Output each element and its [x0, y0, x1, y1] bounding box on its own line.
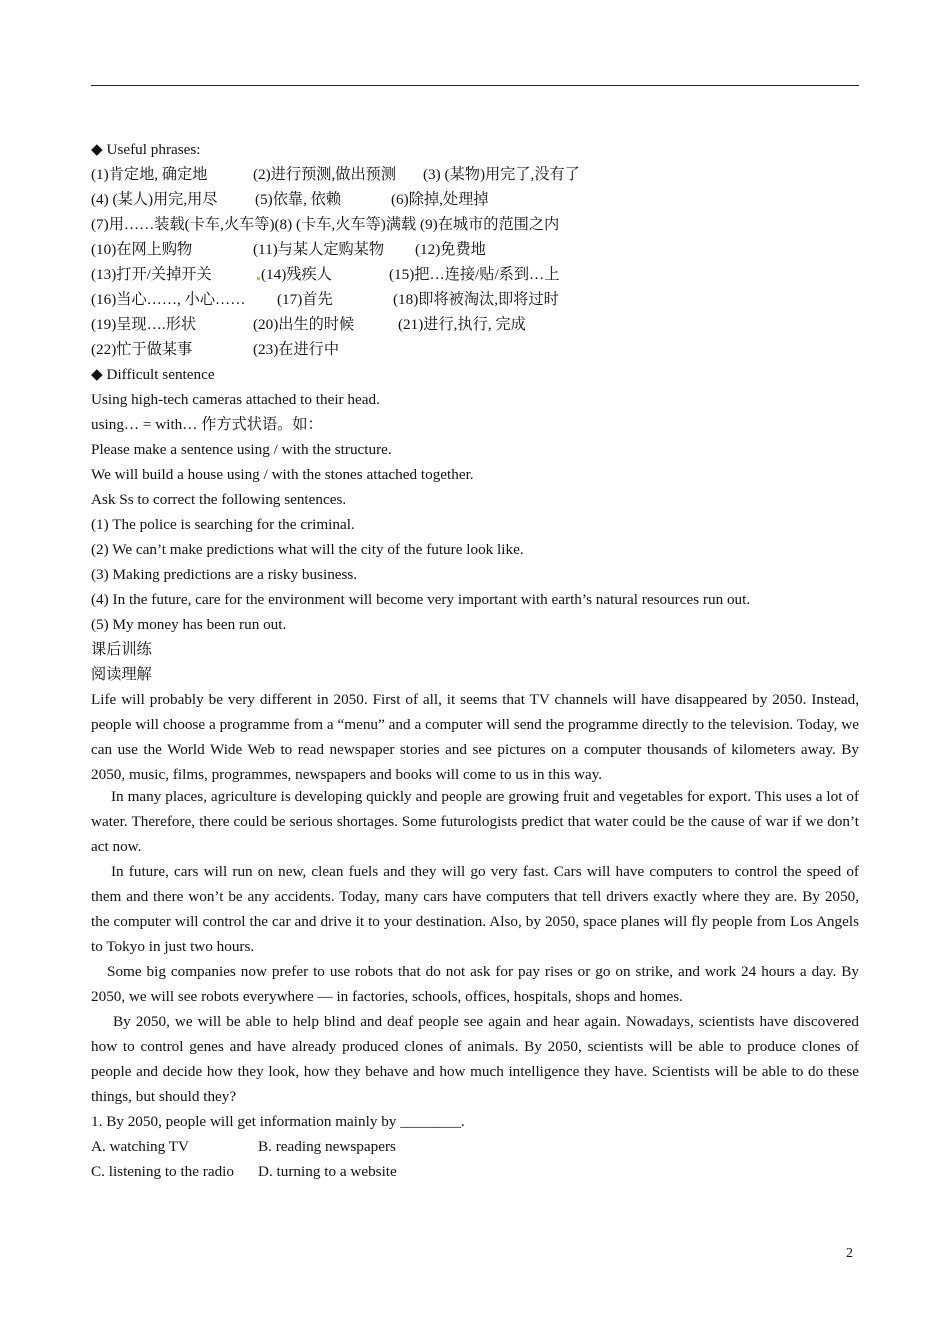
phrase-row: (13)打开/关掉开关 (14)残疾人 (15)把…连接/贴/系到…上: [91, 266, 560, 283]
passage-paragraph: In future, cars will run on new, clean fuels and they will go very fast. Cars will have computers to control the speed of them and there won’t be any accidents. Today, many cars have computers that tell drivers exactly where they are. By 2050, the computer will control the car and drive it to your destination. Also, by 2050, space planes will fly people from Los Angels to Tokyo in just two hours.: [91, 863, 859, 955]
section-title: 课后训练: [91, 641, 152, 658]
text-line: We will build a house using / with the stones attached together.: [91, 466, 474, 483]
page-number: 2: [846, 1246, 853, 1261]
edit-mark: [257, 277, 260, 280]
text-line: (1) The police is searching for the criminal.: [91, 516, 355, 533]
question-options-row: [91, 1134, 859, 1159]
text-line: Ask Ss to correct the following sentences.: [91, 491, 347, 508]
text-line: Please make a sentence using / with the structure.: [91, 441, 392, 458]
option-a: A. watching TV: [91, 1138, 189, 1155]
option-b: B. reading newspapers: [258, 1138, 396, 1155]
difficult-heading: ◆ Difficult sentence: [91, 366, 215, 383]
phrase-row: (7)用……装载(卡车,火车等)(8) (卡车,火车等)满载 (9)在城市的范围之内: [91, 216, 560, 233]
option-c: C. listening to the radio: [91, 1163, 234, 1180]
phrase-row: (19)呈现….形状 (20)出生的时候 (21)进行,执行, 完成: [91, 316, 526, 333]
question-stem: 1. By 2050, people will get information mainly by ________.: [91, 1113, 465, 1130]
question-options-row: [91, 1159, 859, 1184]
passage-paragraph: Life will probably be very different in 2050. First of all, it seems that TV channels will have disappeared by 2050. Instead, people will choose a programme from a “menu” and a computer will send the programme directly to the television. Today, we can use the World Wide Web to read newspaper stories and see pictures on a computer thousands of kilometers away. By 2050, music, films, programmes, newspapers and books will come to us in this way.: [91, 691, 859, 783]
text-line: (4) In the future, care for the environment will become very important with earth’s natural resources run out.: [91, 591, 751, 608]
text-line: using… = with… 作方式状语。如：: [91, 416, 323, 433]
header-rule: [91, 85, 859, 86]
passage-paragraph: By 2050, we will be able to help blind and deaf people see again and hear again. Nowadays, scientists have discovered how to control genes and have already produced clones of animals. By 2050, scientists will be able to produce clones of people and decide how they look, how they behave and how much intelligence they have. Scientists will be able to do these things, but should they?: [91, 1013, 859, 1105]
text-line: (2) We can’t make predictions what will the city of the future look like.: [91, 541, 524, 558]
phrase-row: (1)肯定地, 确定地 (2)进行预测,做出预测 (3) (某物)用完了,没有了: [91, 166, 580, 183]
text-line: (5) My money has been run out.: [91, 616, 287, 633]
text-line: Using high-tech cameras attached to their head.: [91, 391, 380, 408]
text-line: (3) Making predictions are a risky business.: [91, 566, 358, 583]
section-title: 阅读理解: [91, 666, 152, 683]
phrase-row: (10)在网上购物 (11)与某人定购某物 (12)免费地: [91, 241, 486, 258]
phrase-row: (22)忙于做某事 (23)在进行中: [91, 341, 340, 358]
passage-paragraph: In many places, agriculture is developing quickly and people are growing fruit and vegetables for export. This uses a lot of water. Therefore, there could be serious shortages. Some futurologists predict that water could be the cause of war if we don’t act now.: [91, 788, 859, 855]
document-body: [91, 137, 859, 1184]
phrases-heading: ◆ Useful phrases:: [91, 141, 201, 158]
option-d: D. turning to a website: [258, 1163, 397, 1180]
passage-paragraph: Some big companies now prefer to use robots that do not ask for pay rises or go on strike, and work 24 hours a day. By 2050, we will see robots everywhere — in factories, schools, offices, hospitals, shops and homes.: [91, 963, 859, 1005]
phrase-row: (4) (某人)用完,用尽 (5)依靠, 依赖 (6)除掉,处理掉: [91, 191, 489, 208]
phrase-row: (16)当心……, 小心…… (17)首先 (18)即将被淘汰,即将过时: [91, 291, 559, 308]
